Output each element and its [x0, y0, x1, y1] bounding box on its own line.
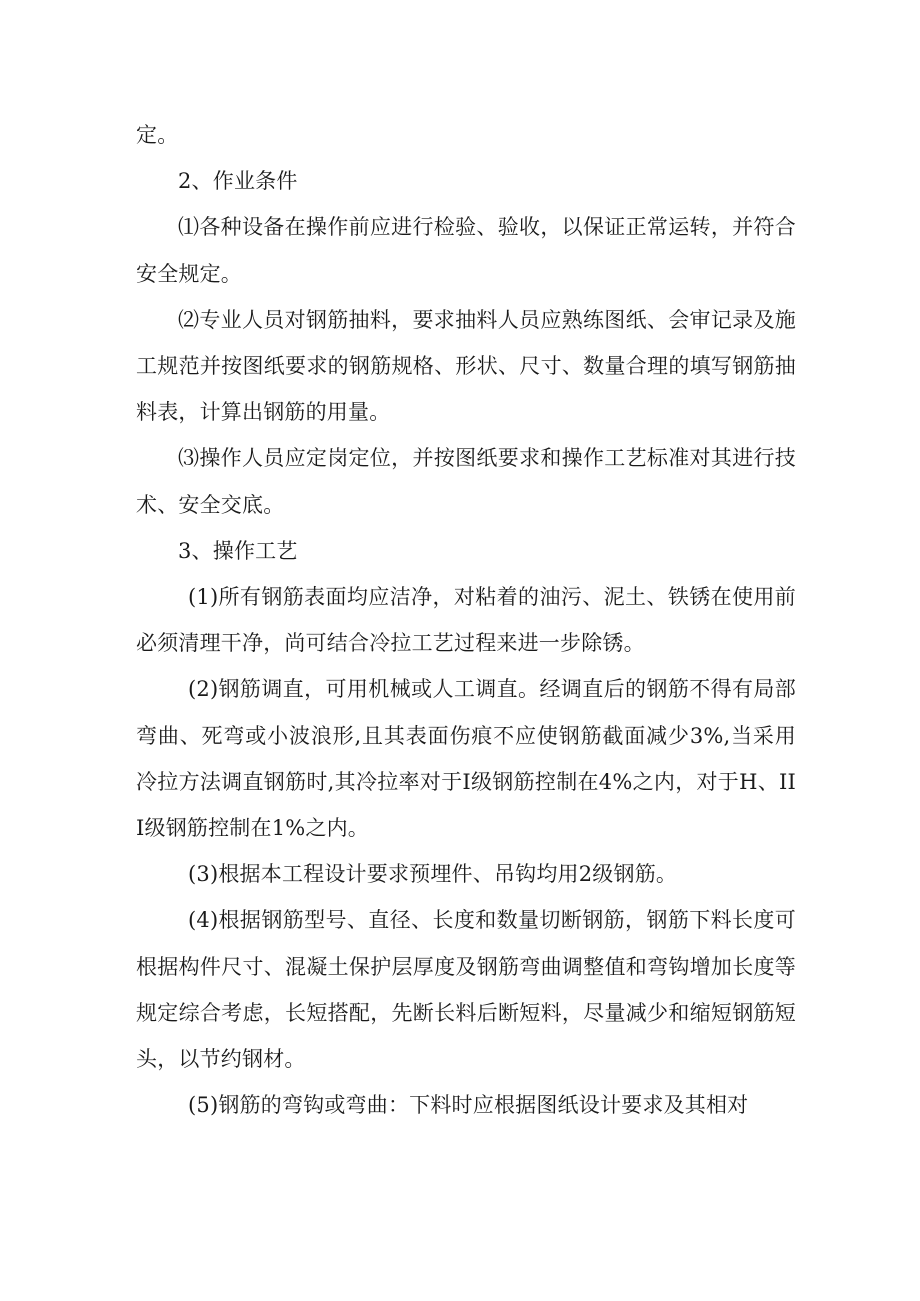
paragraph-process-5: (5)钢筋的弯钩或弯曲：下料时应根据图纸设计要求及其相对 — [188, 1093, 749, 1118]
section-heading-work-conditions: 2、作业条件 — [178, 169, 298, 194]
paragraph-process-1: (1)所有钢筋表面均应洁净，对粘着的油污、泥土、铁锈在使用前必须清理干净，尚可结合冷拉工艺过程来进一步除锈。 — [136, 585, 796, 656]
paragraph-process-3: (3)根据本工程设计要求预埋件、吊钩均用2级钢筋。 — [188, 862, 678, 887]
paragraph-process-2: (2)钢筋调直，可用机械或人工调直。经调直后的钢筋不得有局部弯曲、死弯或小波浪形,且其表面伤痕不应使钢筋截面减少3%,当采用冷拉方法调直钢筋时,其冷拉率对于I级钢筋控制在4%之内，对于H、III级钢筋控制在1%之内。 — [136, 677, 796, 841]
paragraph-continuation: 定。 — [136, 123, 179, 147]
section-heading-operation-process: 3、操作工艺 — [178, 538, 298, 563]
paragraph-condition-3: ⑶操作人员应定岗定位，并按图纸要求和操作工艺标准对其进行技术、安全交底。 — [136, 446, 796, 517]
paragraph-process-4: (4)根据钢筋型号、直径、长度和数量切断钢筋，钢筋下料长度可根据构件尺寸、混凝土保护层厚度及钢筋弯曲调整值和弯钩增加长度等规定综合考虑，长短搭配，先断长料后断短料，尽量减少和缩短钢筋短头，以节约钢材。 — [136, 908, 796, 1072]
paragraph-condition-1: ⑴各种设备在操作前应进行检验、验收，以保证正常运转，并符合安全规定。 — [136, 215, 796, 286]
document-body — [136, 112, 796, 1128]
paragraph-condition-2: ⑵专业人员对钢筋抽料，要求抽料人员应熟练图纸、会审记录及施工规范并按图纸要求的钢筋规格、形状、尺寸、数量合理的填写钢筋抽料表，计算出钢筋的用量。 — [136, 307, 796, 425]
